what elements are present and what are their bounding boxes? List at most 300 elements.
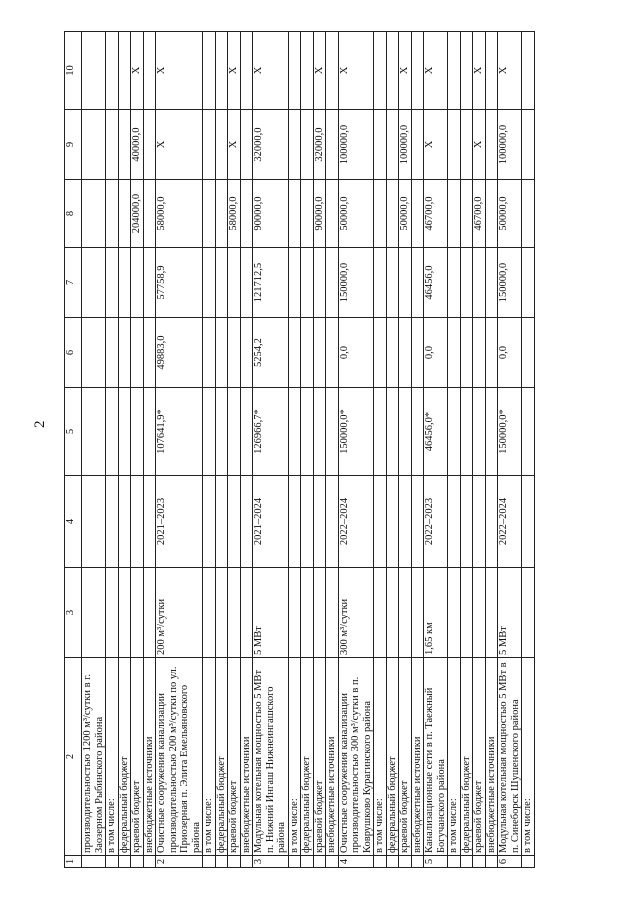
row-value-cell [386, 248, 399, 318]
header-cell: 6 [65, 318, 82, 388]
row-value-cell [411, 388, 424, 476]
row-value-cell [374, 568, 387, 658]
row-value-cell [106, 248, 119, 318]
row-value-cell: 49883,0 [156, 318, 203, 388]
table-row [326, 32, 339, 868]
row-value-cell: 5 МВт [498, 568, 522, 658]
row-value-cell [118, 318, 131, 388]
row-value-cell [143, 388, 156, 476]
row-value-cell [240, 856, 253, 868]
row-description-cell: в том числе: [522, 658, 535, 856]
row-value-cell: 58000,0 [156, 180, 203, 248]
header-cell: 3 [65, 568, 82, 658]
row-description-cell: Модульная котельная мощностью 5 МВт в п. Синеборск Шушенского района [498, 658, 522, 856]
row-description-cell: краевой бюджет [131, 658, 144, 856]
rotated-table-container [64, 32, 578, 868]
row-value-cell [203, 32, 216, 110]
row-value-cell [374, 248, 387, 318]
row-description-cell: внебюджетные источники [485, 658, 498, 856]
row-description-cell: внебюджетные источники [143, 658, 156, 856]
row-value-cell [143, 568, 156, 658]
row-value-cell [448, 856, 461, 868]
row-value-cell: Х [424, 32, 448, 110]
row-value-cell [203, 318, 216, 388]
row-value-cell [326, 318, 339, 388]
row-value-cell [522, 318, 535, 388]
row-description-cell: федеральный бюджет [386, 658, 399, 856]
row-value-cell [411, 110, 424, 180]
row-value-cell [288, 248, 301, 318]
row-value-cell [522, 110, 535, 180]
row-value-cell [215, 568, 228, 658]
row-value-cell [143, 110, 156, 180]
row-value-cell [374, 32, 387, 110]
row-description-cell: Очистные сооружения канализации производительностью 200 м³/сутки по ул. Приозерная п. Элита Емельяновского района [156, 658, 203, 856]
row-value-cell: Х [313, 32, 326, 110]
row-description-cell: Модульная котельная мощностью 5 МВт п. Нижний Ингаш Нижнеингашского района [253, 658, 289, 856]
row-description-cell: федеральный бюджет [118, 658, 131, 856]
row-value-cell [473, 388, 486, 476]
row-value-cell [386, 476, 399, 568]
row-value-cell [143, 476, 156, 568]
row-description-cell: Очистные сооружения канализации производительностью 300 м³/сутки в п. Коврушково Курагинского района [338, 658, 374, 856]
row-value-cell [460, 32, 473, 110]
table-row [156, 32, 203, 868]
row-value-cell [82, 856, 106, 868]
table-row [118, 32, 131, 868]
row-value-cell [82, 32, 106, 110]
row-value-cell [313, 248, 326, 318]
header-cell: 2 [65, 658, 82, 856]
row-value-cell [326, 476, 339, 568]
row-value-cell [460, 110, 473, 180]
row-value-cell: 100000,0 [498, 110, 522, 180]
row-value-cell [288, 318, 301, 388]
table-row [485, 32, 498, 868]
row-value-cell [240, 248, 253, 318]
table-row [448, 32, 461, 868]
row-description-cell: федеральный бюджет [301, 658, 314, 856]
row-value-cell [288, 388, 301, 476]
row-value-cell [106, 568, 119, 658]
row-value-cell [106, 856, 119, 868]
row-value-cell [326, 248, 339, 318]
row-value-cell [448, 180, 461, 248]
row-value-cell [460, 180, 473, 248]
row-value-cell [131, 568, 144, 658]
row-value-cell: 46456,0* [424, 388, 448, 476]
row-value-cell [301, 248, 314, 318]
row-value-cell [460, 856, 473, 868]
row-value-cell [215, 248, 228, 318]
row-value-cell [106, 476, 119, 568]
row-value-cell [485, 110, 498, 180]
row-value-cell: 150000,0 [338, 248, 374, 318]
row-value-cell [215, 856, 228, 868]
row-value-cell [131, 856, 144, 868]
row-value-cell [313, 568, 326, 658]
row-value-cell [448, 318, 461, 388]
row-value-cell [411, 568, 424, 658]
row-value-cell [203, 248, 216, 318]
row-value-cell [485, 32, 498, 110]
row-value-cell [411, 180, 424, 248]
row-value-cell [485, 388, 498, 476]
header-cell: 9 [65, 110, 82, 180]
row-value-cell: Х [253, 32, 289, 110]
row-value-cell [143, 856, 156, 868]
row-value-cell: 107641,9* [156, 388, 203, 476]
row-value-cell [215, 32, 228, 110]
row-value-cell [399, 856, 412, 868]
row-value-cell: 0,0 [424, 318, 448, 388]
row-value-cell: 32000,0 [313, 110, 326, 180]
row-value-cell: 58000,0 [228, 180, 241, 248]
header-cell: 8 [65, 180, 82, 248]
table-row [399, 32, 412, 868]
row-value-cell [82, 180, 106, 248]
row-value-cell: 5 МВт [253, 568, 289, 658]
row-value-cell [448, 248, 461, 318]
row-value-cell: 150000,0* [338, 388, 374, 476]
table-row [253, 32, 289, 868]
row-value-cell [131, 388, 144, 476]
row-value-cell [240, 180, 253, 248]
row-value-cell [118, 568, 131, 658]
row-value-cell: 90000,0 [253, 180, 289, 248]
row-value-cell [82, 110, 106, 180]
row-value-cell: Х [473, 32, 486, 110]
row-value-cell [301, 180, 314, 248]
row-value-cell [228, 248, 241, 318]
row-value-cell: 5 [424, 856, 448, 868]
row-description-cell: краевой бюджет [473, 658, 486, 856]
row-value-cell [485, 318, 498, 388]
row-description-cell: внебюджетные источники [326, 658, 339, 856]
row-value-cell [203, 568, 216, 658]
row-value-cell [448, 32, 461, 110]
row-value-cell: 150000,0 [498, 248, 522, 318]
row-value-cell: 50000,0 [338, 180, 374, 248]
row-value-cell [326, 388, 339, 476]
row-description-cell: федеральный бюджет [215, 658, 228, 856]
row-value-cell: Х [473, 110, 486, 180]
row-value-cell [215, 180, 228, 248]
table-row [460, 32, 473, 868]
row-value-cell [411, 856, 424, 868]
row-value-cell [240, 32, 253, 110]
row-value-cell [374, 856, 387, 868]
table-row [424, 32, 448, 868]
row-description-cell: внебюджетные источники [240, 658, 253, 856]
row-value-cell [399, 568, 412, 658]
row-value-cell: 32000,0 [253, 110, 289, 180]
row-value-cell: 100000,0 [399, 110, 412, 180]
table-row [82, 32, 106, 868]
row-value-cell [448, 476, 461, 568]
row-value-cell: 300 м³/сутки [338, 568, 374, 658]
row-value-cell [326, 568, 339, 658]
row-value-cell [215, 110, 228, 180]
row-value-cell [522, 248, 535, 318]
row-value-cell [473, 318, 486, 388]
row-value-cell [203, 110, 216, 180]
table-row [498, 32, 522, 868]
row-value-cell: 46456,0 [424, 248, 448, 318]
header-cell: 7 [65, 248, 82, 318]
row-value-cell [374, 110, 387, 180]
row-value-cell [143, 180, 156, 248]
row-description-cell: Канализационные сети в п. Таежный Богучанского района [424, 658, 448, 856]
row-value-cell [143, 248, 156, 318]
row-value-cell [485, 248, 498, 318]
table-row [301, 32, 314, 868]
row-description-cell: в том числе: [203, 658, 216, 856]
row-value-cell: Х [338, 32, 374, 110]
table-row [288, 32, 301, 868]
row-value-cell [313, 856, 326, 868]
row-value-cell [374, 318, 387, 388]
row-value-cell [118, 32, 131, 110]
row-value-cell: 40000,0 [131, 110, 144, 180]
table-row [473, 32, 486, 868]
row-value-cell [460, 388, 473, 476]
row-value-cell: 100000,0 [338, 110, 374, 180]
row-value-cell [522, 476, 535, 568]
row-value-cell [228, 476, 241, 568]
header-cell: 5 [65, 388, 82, 476]
row-value-cell: 150000,0* [498, 388, 522, 476]
row-value-cell [522, 856, 535, 868]
row-description-cell: в том числе: [374, 658, 387, 856]
row-value-cell [399, 248, 412, 318]
table-row [131, 32, 144, 868]
row-value-cell [411, 248, 424, 318]
row-value-cell [522, 388, 535, 476]
header-cell: 4 [65, 476, 82, 568]
row-value-cell [106, 388, 119, 476]
row-value-cell: Х [228, 32, 241, 110]
row-value-cell [82, 388, 106, 476]
row-value-cell: 126966,7* [253, 388, 289, 476]
row-value-cell [374, 476, 387, 568]
row-value-cell [386, 388, 399, 476]
row-description-cell: производительностью 1200 м³/сутки в г. Заозерном Рыбинского района [82, 658, 106, 856]
row-value-cell [473, 248, 486, 318]
row-value-cell [203, 388, 216, 476]
table-row [374, 32, 387, 868]
row-description-cell: в том числе: [288, 658, 301, 856]
row-value-cell [288, 856, 301, 868]
row-value-cell [313, 318, 326, 388]
row-value-cell: 1,65 км [424, 568, 448, 658]
row-description-cell: в том числе: [106, 658, 119, 856]
row-value-cell [522, 568, 535, 658]
row-value-cell [485, 856, 498, 868]
row-value-cell: 2022–2024 [498, 476, 522, 568]
row-value-cell [399, 476, 412, 568]
row-value-cell [240, 388, 253, 476]
row-value-cell [106, 110, 119, 180]
row-value-cell [301, 32, 314, 110]
row-value-cell [411, 32, 424, 110]
row-value-cell [326, 180, 339, 248]
page-number: 2 [32, 420, 48, 428]
row-value-cell [460, 476, 473, 568]
row-value-cell [411, 476, 424, 568]
table-row [522, 32, 535, 868]
row-value-cell [411, 318, 424, 388]
row-value-cell [301, 568, 314, 658]
row-value-cell: 90000,0 [313, 180, 326, 248]
row-value-cell [313, 476, 326, 568]
row-value-cell: 46700,0 [473, 180, 486, 248]
row-description-cell: краевой бюджет [313, 658, 326, 856]
row-value-cell [301, 856, 314, 868]
row-value-cell: Х [228, 110, 241, 180]
row-value-cell: 5254,2 [253, 318, 289, 388]
table-row [240, 32, 253, 868]
row-value-cell: 50000,0 [498, 180, 522, 248]
row-value-cell [82, 248, 106, 318]
row-value-cell [288, 110, 301, 180]
row-value-cell: 2022–2023 [424, 476, 448, 568]
row-value-cell [288, 476, 301, 568]
row-value-cell [131, 248, 144, 318]
row-value-cell [203, 476, 216, 568]
row-value-cell: 121712,5 [253, 248, 289, 318]
row-value-cell [143, 32, 156, 110]
row-value-cell [288, 568, 301, 658]
row-value-cell [301, 476, 314, 568]
table-row [228, 32, 241, 868]
row-value-cell: Х [498, 32, 522, 110]
row-value-cell [82, 476, 106, 568]
row-value-cell [326, 110, 339, 180]
row-value-cell [118, 110, 131, 180]
row-value-cell [473, 476, 486, 568]
row-value-cell [386, 856, 399, 868]
row-value-cell: Х [424, 110, 448, 180]
table-row [143, 32, 156, 868]
table-row [338, 32, 374, 868]
row-value-cell [228, 856, 241, 868]
row-value-cell [106, 32, 119, 110]
row-value-cell: Х [156, 110, 203, 180]
row-value-cell: 2021–2024 [253, 476, 289, 568]
row-value-cell [203, 856, 216, 868]
row-value-cell: Х [131, 32, 144, 110]
row-value-cell [82, 318, 106, 388]
row-value-cell [386, 180, 399, 248]
row-value-cell [374, 388, 387, 476]
row-value-cell: 4 [338, 856, 374, 868]
row-value-cell: 200 м³/сутки [156, 568, 203, 658]
row-value-cell [118, 180, 131, 248]
row-value-cell [118, 856, 131, 868]
row-value-cell [118, 248, 131, 318]
row-value-cell: 2 [156, 856, 203, 868]
row-value-cell [203, 180, 216, 248]
row-value-cell [326, 32, 339, 110]
row-value-cell: 50000,0 [399, 180, 412, 248]
row-value-cell [106, 180, 119, 248]
row-value-cell [82, 568, 106, 658]
row-value-cell [460, 568, 473, 658]
row-description-cell: внебюджетные источники [411, 658, 424, 856]
row-value-cell [288, 180, 301, 248]
row-value-cell [118, 476, 131, 568]
row-value-cell: Х [399, 32, 412, 110]
row-value-cell [240, 110, 253, 180]
header-cell: 10 [65, 32, 82, 110]
row-value-cell: Х [156, 32, 203, 110]
table-row [313, 32, 326, 868]
row-value-cell: 57758,9 [156, 248, 203, 318]
row-value-cell [473, 856, 486, 868]
row-value-cell [399, 388, 412, 476]
row-value-cell: 2022–2024 [338, 476, 374, 568]
row-value-cell [448, 388, 461, 476]
row-value-cell [386, 32, 399, 110]
row-value-cell: 2021–2023 [156, 476, 203, 568]
row-value-cell [399, 318, 412, 388]
row-value-cell [215, 476, 228, 568]
row-value-cell [240, 568, 253, 658]
table-row [215, 32, 228, 868]
row-value-cell: 3 [253, 856, 289, 868]
row-value-cell [106, 318, 119, 388]
row-value-cell [386, 110, 399, 180]
header-cell: 1 [65, 856, 82, 868]
row-value-cell [240, 318, 253, 388]
row-description-cell: в том числе: [448, 658, 461, 856]
row-value-cell [301, 110, 314, 180]
row-value-cell [460, 318, 473, 388]
table-row [106, 32, 119, 868]
table-row [386, 32, 399, 868]
row-value-cell [460, 248, 473, 318]
row-description-cell: краевой бюджет [228, 658, 241, 856]
table-row [203, 32, 216, 868]
row-value-cell [143, 318, 156, 388]
row-value-cell [131, 476, 144, 568]
row-value-cell [228, 568, 241, 658]
row-value-cell [313, 388, 326, 476]
row-value-cell [228, 318, 241, 388]
table-row [411, 32, 424, 868]
row-value-cell [288, 32, 301, 110]
row-value-cell: 0,0 [338, 318, 374, 388]
row-value-cell [215, 318, 228, 388]
row-value-cell [485, 180, 498, 248]
row-value-cell [448, 110, 461, 180]
header-row [65, 32, 82, 868]
row-value-cell [374, 180, 387, 248]
row-value-cell [485, 476, 498, 568]
row-value-cell [215, 388, 228, 476]
row-value-cell [240, 476, 253, 568]
row-description-cell: федеральный бюджет [460, 658, 473, 856]
row-description-cell: краевой бюджет [399, 658, 412, 856]
row-value-cell [386, 318, 399, 388]
row-value-cell [301, 388, 314, 476]
row-value-cell [118, 388, 131, 476]
row-value-cell [448, 568, 461, 658]
row-value-cell [473, 568, 486, 658]
row-value-cell: 46700,0 [424, 180, 448, 248]
row-value-cell: 0,0 [498, 318, 522, 388]
